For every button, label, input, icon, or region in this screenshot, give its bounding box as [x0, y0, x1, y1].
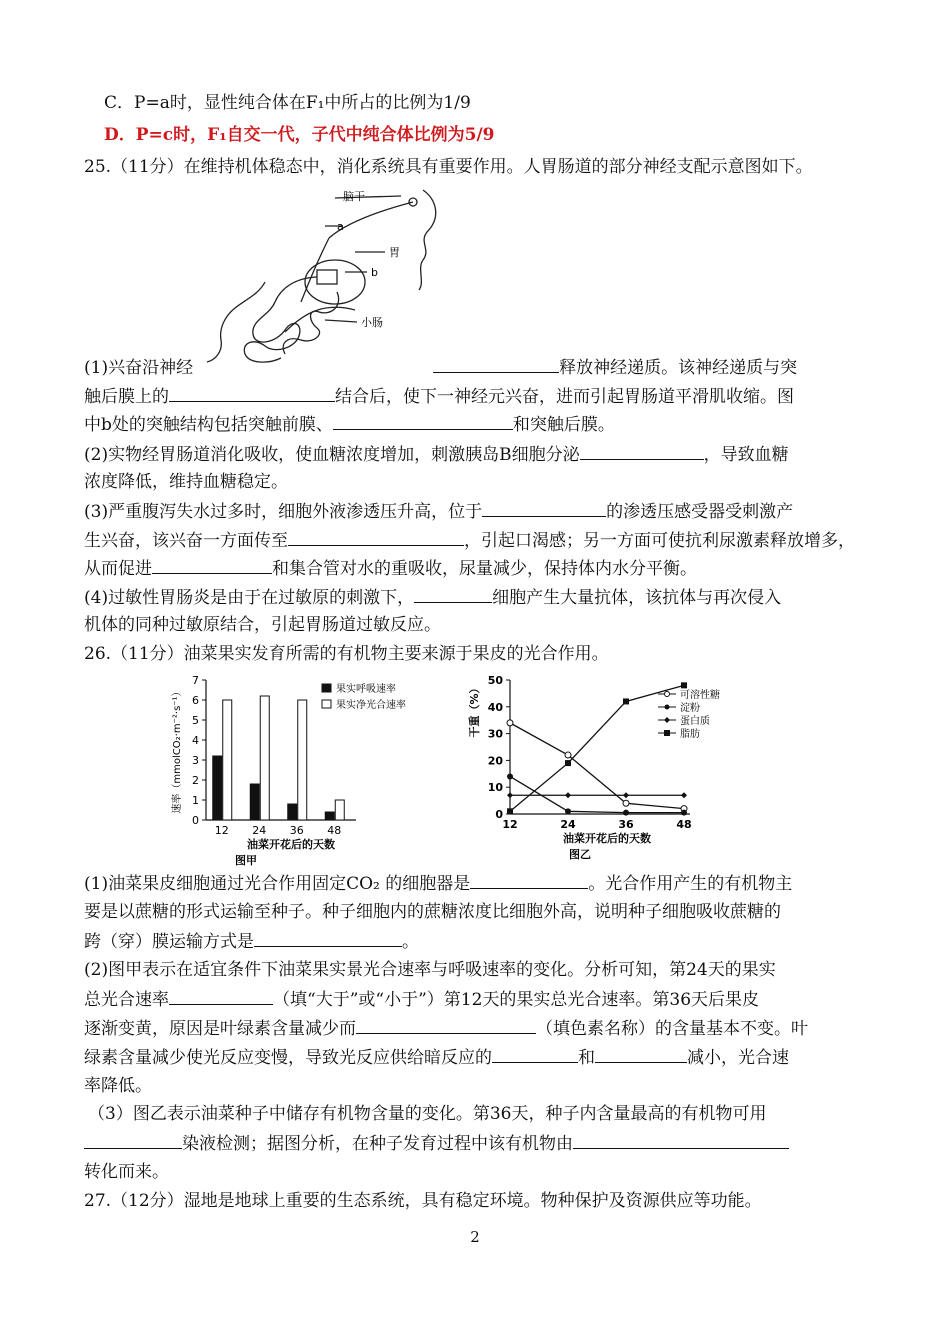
intestine-pointer: [325, 320, 357, 322]
label-b: b: [371, 266, 378, 279]
x-tick-label: 12: [214, 824, 229, 837]
q26-line10: [84, 1132, 789, 1155]
q26-1e: 。: [402, 932, 419, 952]
q25-line10: [84, 614, 441, 636]
legend-swatch: [322, 684, 331, 692]
point-protein: [681, 792, 687, 798]
option-c: [104, 92, 471, 114]
chart-caption: 图乙: [569, 848, 591, 861]
q25-line8: [84, 557, 697, 580]
q27-title: [84, 1190, 762, 1212]
option-d: [104, 124, 495, 146]
blank-q25-4[interactable]: [580, 443, 704, 460]
chart-jia-svg: [160, 668, 450, 868]
q26-3c: 转化而来。: [84, 1162, 169, 1182]
spine-outline: [419, 190, 436, 290]
y-tick-label: 50: [487, 674, 503, 687]
legend-label: 果实净光合速率: [336, 700, 406, 711]
point-protein: [507, 792, 513, 798]
point-starch: [565, 808, 571, 814]
point-protein: [623, 792, 629, 798]
x-axis-label: 油菜开花后的天数: [563, 832, 651, 845]
q26-line7: [84, 1046, 789, 1069]
y-tick-label: 10: [487, 781, 503, 795]
q25-line3: [84, 413, 615, 436]
point-fat: [565, 760, 571, 766]
legend-label: 脂肪: [680, 729, 700, 740]
q26-2e: （填色素名称）的含量基本不变。叶: [536, 1019, 808, 1039]
q25-3e: 从而促进: [84, 559, 152, 579]
label-intestine: 小肠: [361, 316, 383, 329]
legend-swatch: [322, 700, 331, 708]
bar-net-photosynthesis: [335, 800, 344, 820]
q25-4a: (4)过敏性胃肠炎是由于在过敏原的刺激下，: [84, 588, 415, 608]
q26-2b: 总光合速率: [84, 990, 169, 1010]
q26-line11: [84, 1161, 169, 1183]
q25-1a: (1)兴奋沿神经: [84, 358, 194, 378]
q26-title: [84, 643, 609, 665]
y-tick-label: 20: [487, 754, 503, 768]
chart-yi-svg: [462, 668, 782, 868]
x-tick-label: 48: [676, 818, 692, 831]
q25-line2: [84, 385, 794, 408]
y-tick-label: 40: [487, 700, 503, 714]
q25-2c: 浓度降低，维持血糖稳定。: [84, 472, 288, 492]
q25-3f: 和集合管对水的重吸收，尿量减少，保持体内水分平衡。: [272, 559, 697, 579]
x-tick-label: 24: [252, 824, 267, 837]
q26-2c: （填“大于”或“小于”）第12天的果实总光合速率。第36天后果皮: [273, 990, 760, 1010]
q26-3a: （3）图乙表示油菜种子中储存有机物含量的变化。第36天，种子内含量最高的有机物可用: [88, 1104, 767, 1124]
series-line: [510, 776, 684, 812]
chart-yi: [462, 668, 782, 868]
q25-1f: 和突触后膜。: [512, 415, 615, 435]
q26-line6: [84, 1017, 808, 1040]
q25-line7: [84, 529, 855, 552]
y-tick-label: 5: [192, 714, 199, 727]
y-tick-label: 7: [192, 674, 199, 687]
blank-q25-6[interactable]: [288, 529, 464, 546]
q26-1d: 跨（穿）膜运输方式是: [84, 932, 254, 952]
q26-2d: 逐渐变黄，原因是叶绿素含量减少而: [84, 1019, 356, 1039]
q25-line6: [84, 500, 793, 523]
x-tick-label: 36: [289, 824, 304, 837]
q25-line9: [84, 586, 781, 609]
stomach-outline: [305, 260, 365, 304]
blank-q26-8[interactable]: [573, 1132, 789, 1149]
bar-respiration: [250, 784, 259, 820]
y-tick-label: 0: [495, 808, 503, 821]
legend-marker: [665, 692, 670, 697]
legend-marker: [664, 717, 670, 723]
q26-1b: 。光合作用产生的有机物主: [588, 874, 793, 894]
blank-q25-2[interactable]: [169, 385, 335, 402]
q26-line2: [84, 901, 781, 923]
q26-title-text: 26.（11分）油菜果实发育所需的有机物主要来源于果皮的光合作用。: [84, 644, 609, 664]
q25-line1: [84, 356, 797, 379]
blank-q25-7[interactable]: [152, 557, 272, 574]
label-a: a: [337, 220, 344, 233]
point-fat: [507, 808, 513, 814]
q25-2b: ，导致血糖: [703, 445, 789, 465]
point-starch: [681, 810, 687, 816]
q25-line4: [84, 443, 789, 466]
bar-respiration: [288, 804, 297, 820]
nerve-diagram-svg: [205, 182, 480, 372]
y-axis-label: 速率（mmolCO₂·m⁻²·s⁻¹）: [172, 686, 183, 814]
label-brainstem: 脑干: [343, 190, 365, 203]
x-tick-label: 48: [327, 824, 342, 837]
q26-line3: [84, 930, 419, 953]
blank-q26-1[interactable]: [470, 872, 588, 889]
bar-respiration: [213, 756, 222, 820]
q25-4c: 机体的同种过敏原结合，引起胃肠道过敏反应。: [84, 615, 441, 635]
legend-label: 果实呼吸速率: [336, 684, 396, 695]
nerve-diagram: [205, 182, 480, 372]
x-tick-label: 12: [502, 818, 518, 831]
q25-1d: 结合后，使下一神经元兴奋，进而引起胃肠道平滑肌收缩。图: [335, 387, 794, 407]
q26-2g: 和: [578, 1048, 595, 1068]
y-tick-label: 6: [192, 694, 199, 707]
x-axis-label: 油菜开花后的天数: [247, 838, 335, 851]
q26-2h: 减小，光合速: [687, 1048, 789, 1068]
y-tick-label: 2: [192, 774, 199, 787]
blank-q25-1[interactable]: [433, 356, 559, 373]
y-tick-label: 0: [192, 814, 199, 827]
legend-label: 蛋白质: [680, 716, 710, 727]
bar-net-photosynthesis: [260, 696, 269, 820]
q26-line5: [84, 988, 759, 1011]
q25-3a: (3)严重腹泻失水过多时，细胞外液渗透压升高，位于: [84, 502, 483, 522]
q25-3d: ，引起口渴感；另一方面可使抗利尿激素释放增多，: [464, 531, 855, 551]
x-tick-label: 24: [560, 818, 576, 831]
q25-4b: 细胞产生大量抗体，该抗体与再次侵入: [492, 588, 782, 608]
legend-label: 可溶性糖: [680, 690, 720, 701]
q26-line4: [84, 959, 776, 981]
q25-1e: 中b处的突触结构包括突触前膜、: [84, 415, 333, 435]
option-c-text: C．P=a时，显性纯合体在F₁中所占的比例为1/9: [104, 93, 471, 113]
q26-line9: [88, 1103, 766, 1125]
blank-q26-3[interactable]: [169, 988, 273, 1005]
option-d-text: D．P=c时，F₁自交一代，子代中纯合体比例为5/9: [104, 125, 495, 145]
q26-1a: (1)油菜果皮细胞通过光合作用固定CO₂ 的细胞器是: [84, 874, 471, 894]
chart-caption: 图甲: [235, 854, 257, 867]
q26-1c: 要是以蔗糖的形式运输至种子。种子细胞内的蔗糖浓度比细胞外高，说明种子细胞吸收蔗糖的: [84, 902, 781, 922]
chart-jia: [160, 668, 450, 868]
legend-marker: [665, 705, 670, 710]
q26-2a: (2)图甲表示在适宜条件下油菜果实景光合速率与呼吸速率的变化。分析可知，第24天的果实: [84, 960, 776, 980]
blank-q25-5[interactable]: [482, 500, 606, 517]
point-soluble-sugar: [507, 720, 513, 726]
bar-net-photosynthesis: [223, 700, 232, 820]
blank-q26-2[interactable]: [254, 930, 402, 947]
page-number: 2: [470, 1228, 480, 1246]
point-protein: [565, 792, 571, 798]
x-tick-label: 36: [618, 818, 634, 831]
q27-title-text: 27.（12分）湿地是地球上重要的生态系统，具有稳定环境。物种保护及资源供应等功能。: [84, 1191, 762, 1211]
point-soluble-sugar: [565, 752, 571, 758]
blank-q26-6[interactable]: [595, 1046, 687, 1063]
q26-2f: 绿素含量减少使光反应变慢，导致光反应供给暗反应的: [84, 1048, 492, 1068]
label-stomach: 胃: [389, 246, 400, 259]
y-tick-label: 30: [487, 727, 503, 741]
legend-marker: [664, 730, 670, 736]
point-fat: [623, 698, 629, 704]
q26-3b: 染液检测；据图分析，在种子发育过程中该有机物由: [182, 1134, 573, 1154]
nerve-branch: [285, 307, 355, 332]
point-starch: [507, 773, 513, 779]
q25-title-text: 25.（11分）在维持机体稳态中，消化系统具有重要作用。人胃肠道的部分神经支配示意图如下。: [84, 157, 813, 177]
point-fat: [681, 682, 687, 688]
bar-respiration: [325, 812, 334, 820]
point-starch: [623, 810, 629, 816]
ganglion-box: [317, 270, 337, 284]
blank-q26-5[interactable]: [492, 1046, 578, 1063]
q25-2a: (2)实物经胃肠道消化吸收，使血糖浓度增加，刺激胰岛B细胞分泌: [84, 445, 580, 465]
q25-line5: [84, 471, 288, 493]
bar-net-photosynthesis: [298, 700, 307, 820]
blank-q26-4[interactable]: [356, 1017, 536, 1034]
q26-line8: [84, 1075, 152, 1097]
y-tick-label: 4: [192, 734, 199, 747]
q26-line1: [84, 872, 792, 895]
blank-q25-8[interactable]: [414, 586, 492, 603]
blank-q25-3[interactable]: [333, 413, 513, 430]
blank-q26-7[interactable]: [84, 1132, 182, 1149]
q25-title: [84, 156, 813, 178]
q25-1b: 释放神经递质。该神经递质与突: [559, 358, 798, 378]
y-tick-label: 3: [192, 754, 199, 767]
q26-2i: 率降低。: [84, 1076, 152, 1096]
y-tick-label: 1: [192, 794, 199, 807]
q25-1c: 触后膜上的: [84, 387, 169, 407]
legend-label: 淀粉: [680, 703, 700, 714]
q25-3c: 生兴奋，该兴奋一方面传至: [84, 531, 288, 551]
point-soluble-sugar: [623, 800, 629, 806]
q25-3b: 的渗透压感受器受刺激产: [606, 502, 794, 522]
y-axis-label: 干重（%）: [468, 682, 481, 738]
